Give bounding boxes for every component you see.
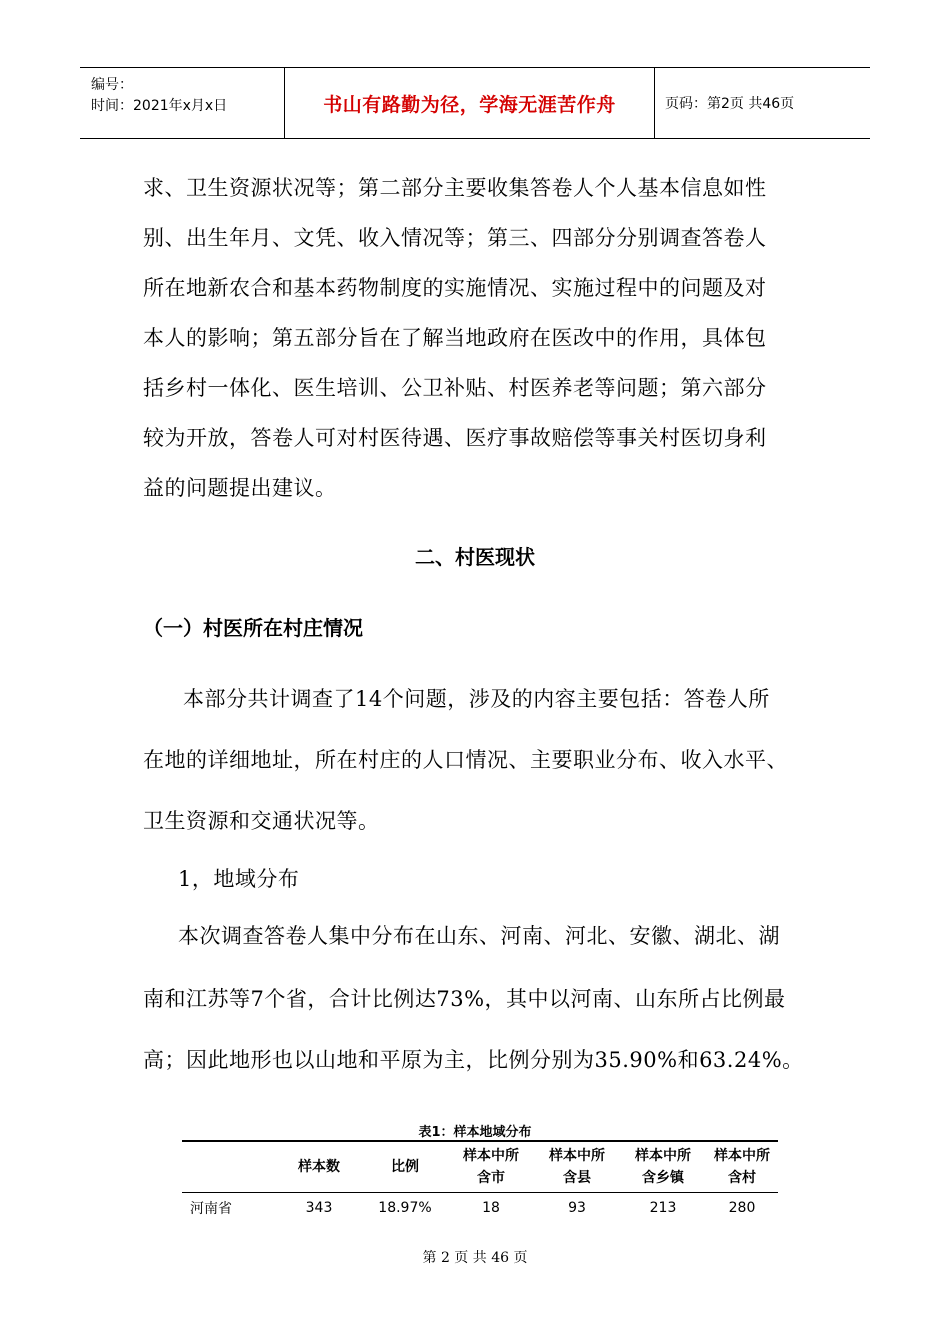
paragraph-1-line-5: 括乡村一体化、医生培训、公卫补贴、村医养老等问题；第六部分 <box>143 376 767 400</box>
table-header-cell: 比例 <box>362 1141 448 1193</box>
table-row <box>182 1193 778 1224</box>
table-header-cell: 样本中所 含市 <box>448 1141 534 1193</box>
header-page-cell <box>655 68 870 138</box>
table-cell: 280 <box>728 1200 756 1216</box>
table-header-cell: 样本中所 含村 <box>706 1141 778 1193</box>
paragraph-2-line-3: 卫生资源和交通状况等。 <box>143 809 380 833</box>
header-meta-cell <box>80 68 285 138</box>
table-cell-region: 河南省 <box>190 1201 232 1217</box>
date-label: 时间：2021年x月x日 <box>91 98 228 114</box>
table-header-cell: 样本数 <box>276 1141 362 1193</box>
page-footer: 第 2 页 共 46 页 <box>422 1250 528 1266</box>
table-header-cell <box>182 1141 276 1193</box>
paragraph-1-line-2: 别、出生年月、文凭、收入情况等；第三、四部分分别调查答卷人 <box>143 226 767 250</box>
subsection-title: （一）村医所在村庄情况 <box>143 616 363 640</box>
paragraph-3-line-3: 高；因此地形也以山地和平原为主，比例分别为35.90%和63.24%。 <box>143 1048 804 1072</box>
table-cell: 213 <box>649 1200 677 1216</box>
paragraph-1-line-6: 较为开放，答卷人可对村医待遇、医疗事故赔偿等事关村医切身利 <box>143 426 767 450</box>
header-motto-cell <box>285 68 655 138</box>
paragraph-1-line-1: 求、卫生资源状况等；第二部分主要收集答卷人个人基本信息如性 <box>143 176 767 200</box>
table-header-cell: 样本中所 含乡镇 <box>620 1141 706 1193</box>
header-page-number: 页码：第2页 共46页 <box>665 96 795 112</box>
table-cell: 343 <box>305 1200 333 1216</box>
item-1-title: 1，地域分布 <box>178 867 300 891</box>
table-header-cell: 样本中所 含县 <box>534 1141 620 1193</box>
section-title: 二、村医现状 <box>415 545 535 569</box>
table-header-row <box>182 1141 778 1193</box>
paragraph-3-line-2: 南和江苏等7个省，合计比例达73%，其中以河南、山东所占比例最 <box>143 987 786 1011</box>
paragraph-1-line-4: 本人的影响；第五部分旨在了解当地政府在医改中的作用，具体包 <box>143 326 767 350</box>
table-caption: 表1：样本地域分布 <box>418 1125 532 1140</box>
table-cell: 18.97% <box>378 1200 432 1216</box>
paragraph-2-line-1: 本部分共计调查了14个问题，涉及的内容主要包括：答卷人所 <box>183 687 770 711</box>
table-cell: 93 <box>568 1200 586 1216</box>
header-motto: 书山有路勤为径，学海无涯苦作舟 <box>323 93 616 116</box>
paragraph-1-line-3: 所在地新农合和基本药物制度的实施情况、实施过程中的问题及对 <box>143 276 767 300</box>
paragraph-3-line-1: 本次调查答卷人集中分布在山东、河南、河北、安徽、湖北、湖 <box>178 924 780 948</box>
paragraph-2-line-2: 在地的详细地址，所在村庄的人口情况、主要职业分布、收入水平、 <box>143 748 788 772</box>
table-cell: 18 <box>482 1200 500 1216</box>
region-distribution-table <box>182 1140 778 1223</box>
number-label: 编号： <box>91 77 133 93</box>
paragraph-1-line-7: 益的问题提出建议。 <box>143 476 337 500</box>
page-header <box>80 67 870 139</box>
